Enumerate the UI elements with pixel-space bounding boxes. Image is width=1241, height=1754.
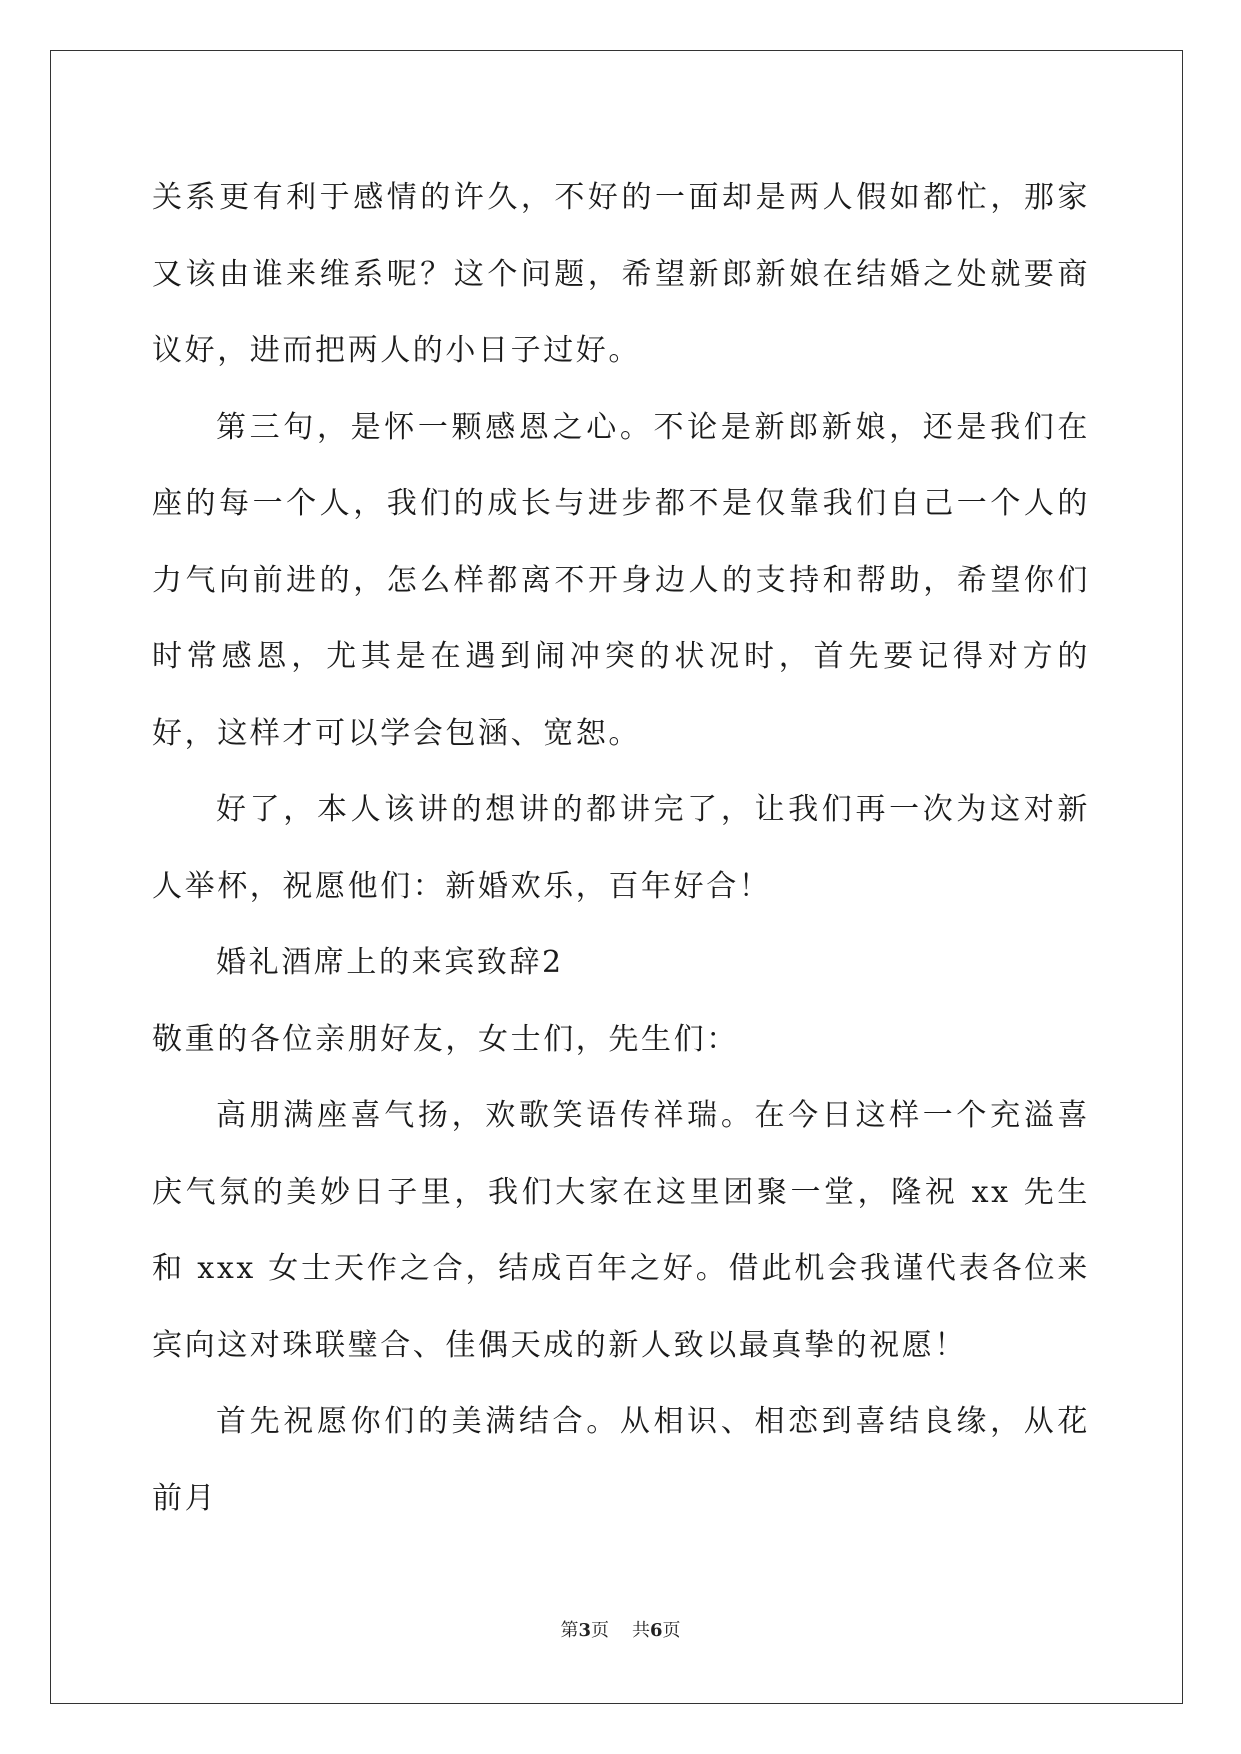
paragraph: 首先祝愿你们的美满结合。从相识、相恋到喜结良缘，从花前月 bbox=[152, 1404, 1090, 1516]
paragraph: 好了，本人该讲的想讲的都讲完了，让我们再一次为这对新人举杯，祝愿他们：新婚欢乐，百年好合！ bbox=[152, 792, 1090, 904]
paragraph: 关系更有利于感情的许久，不好的一面却是两人假如都忙，那家又该由谁来维系呢？这个问题，希望新郎新娘在结婚之处就要商议好，进而把两人的小日子过好。 bbox=[152, 180, 1090, 368]
document-body bbox=[152, 160, 1090, 1537]
footer-page-prefix: 第 bbox=[560, 1620, 579, 1641]
section-heading: 婚礼酒席上的来宾致辞2 bbox=[216, 945, 564, 980]
footer-total-suffix: 页 bbox=[662, 1620, 681, 1641]
footer-page-number: 3 bbox=[578, 1620, 592, 1641]
footer-total-pages: 6 bbox=[649, 1620, 663, 1641]
paragraph: 第三句，是怀一颗感恩之心。不论是新郎新娘，还是我们在座的每一个人，我们的成长与进步都不是仅靠我们自己一个人的力气向前进的，怎么样都离不开身边人的支持和帮助，希望你们时常感恩，尤其是在遇到闹冲突的状况时，首先要记得对方的好，这样才可以学会包涵、宽恕。 bbox=[152, 409, 1090, 751]
footer-page-suffix: 页 bbox=[591, 1620, 610, 1641]
paragraph: 高朋满座喜气扬，欢歌笑语传祥瑞。在今日这样一个充溢喜庆气氛的美妙日子里，我们大家在这里团聚一堂，隆祝 xx 先生和 xxx 女士天作之合，结成百年之好。借此机会我谨代表各位来宾向这对珠联璧合、佳偶天成的新人致以最真挚的祝愿！ bbox=[152, 1098, 1090, 1363]
page-footer bbox=[0, 1616, 1241, 1642]
footer-total-prefix: 共 bbox=[631, 1620, 650, 1641]
salutation: 敬重的各位亲朋好友，女士们，先生们： bbox=[152, 1021, 739, 1057]
